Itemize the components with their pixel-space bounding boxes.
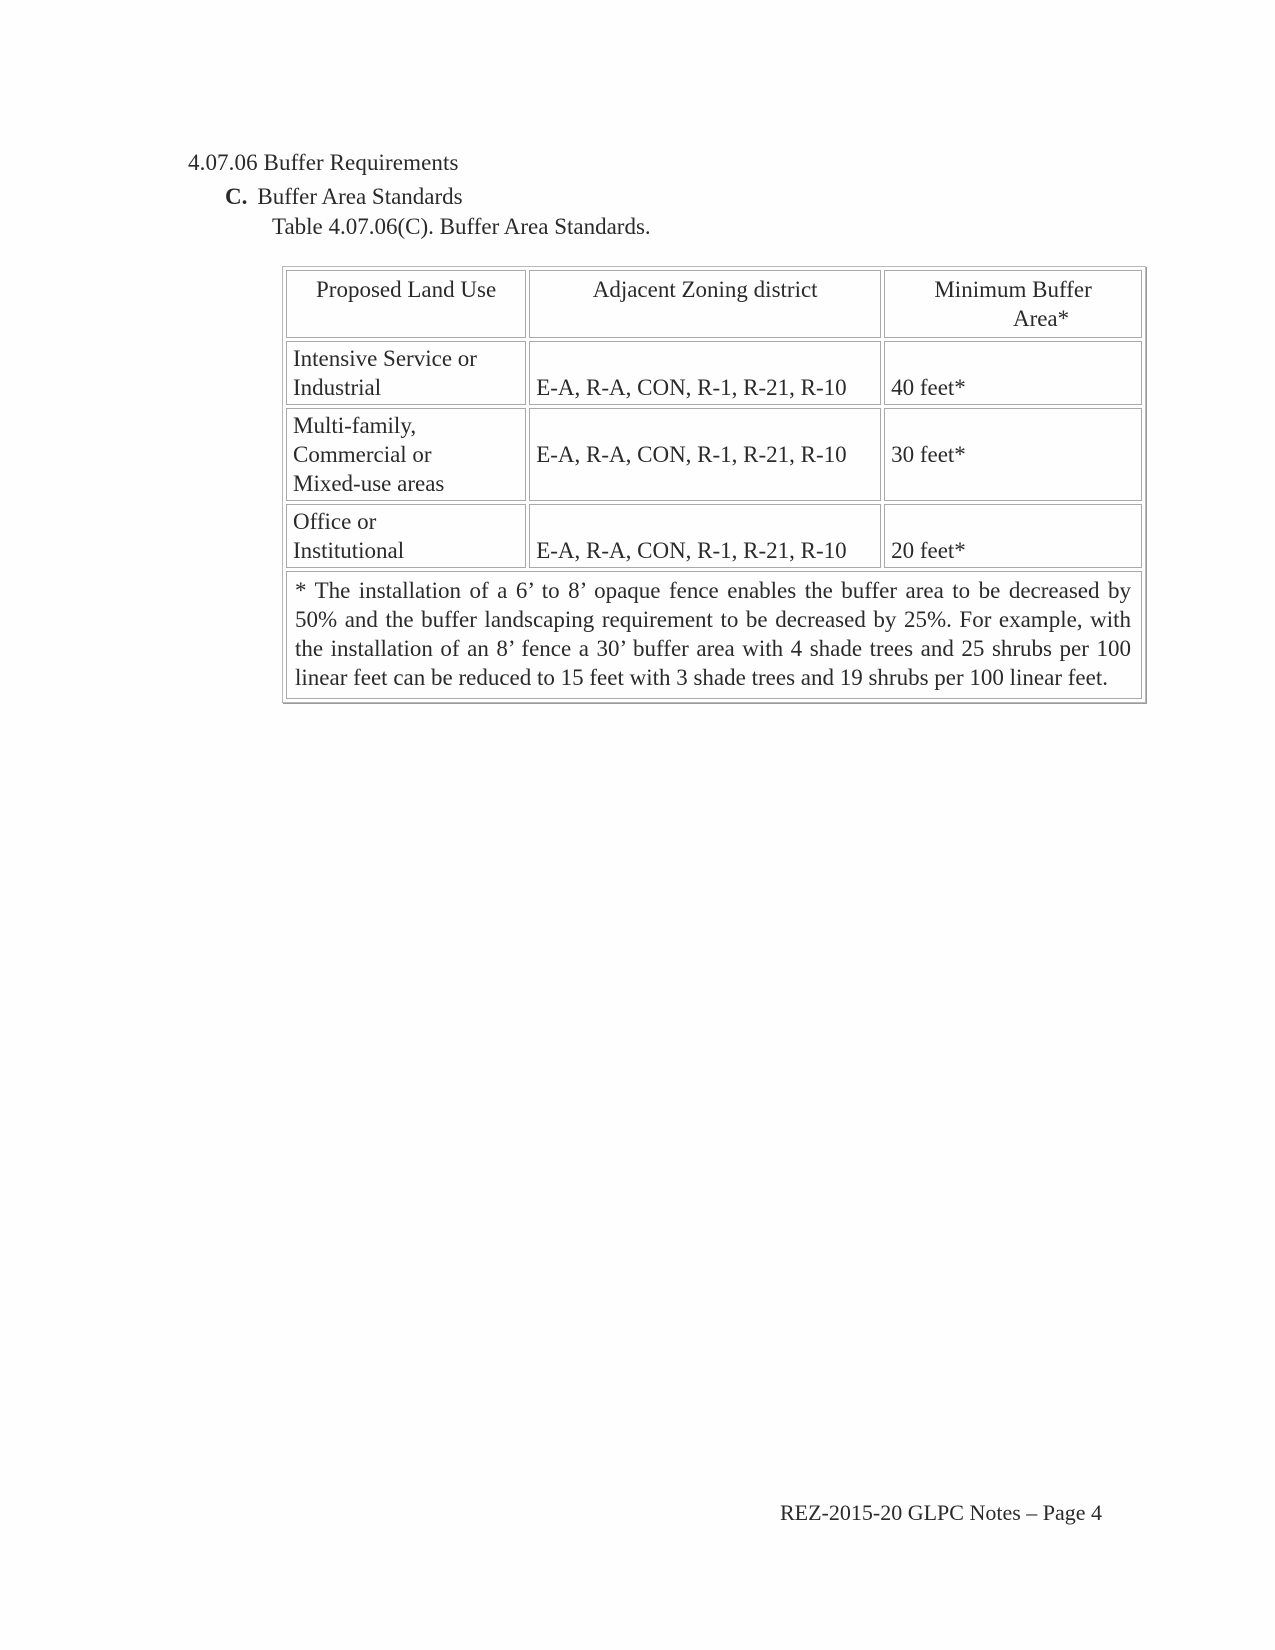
section-heading: 4.07.06 Buffer Requirements	[188, 150, 459, 175]
buffer-standards-table	[282, 266, 1146, 703]
cell-proposed-land-use	[286, 408, 526, 501]
subsection-heading	[225, 184, 463, 210]
cell-proposed-land-use	[286, 504, 526, 568]
subsection-letter: C.	[225, 184, 248, 209]
cell-minimum-buffer: 30 feet*	[884, 408, 1142, 501]
table-note-row	[286, 571, 1142, 699]
land-use-line: Institutional	[293, 538, 405, 563]
table-caption: Table 4.07.06(C). Buffer Area Standards.	[272, 214, 651, 239]
table-row	[286, 341, 1142, 405]
page-footer: REZ-2015-20 GLPC Notes – Page 4	[780, 1500, 1103, 1525]
cell-adjacent-zoning: E-A, R-A, CON, R-1, R-21, R-10	[529, 341, 881, 405]
subsection-title: Buffer Area Standards	[257, 184, 463, 209]
header-minimum-buffer	[884, 270, 1142, 338]
cell-adjacent-zoning: E-A, R-A, CON, R-1, R-21, R-10	[529, 408, 881, 501]
land-use-line: Multi-family,	[293, 413, 417, 438]
header-minimum-buffer-line1: Minimum Buffer	[934, 277, 1092, 302]
land-use-line: Industrial	[293, 375, 382, 400]
land-use-line: Intensive Service or	[293, 346, 477, 371]
cell-minimum-buffer: 40 feet*	[884, 341, 1142, 405]
cell-minimum-buffer: 20 feet*	[884, 504, 1142, 568]
land-use-line: Mixed-use areas	[293, 471, 445, 496]
table-footnote: * The installation of a 6’ to 8’ opaque fence enables the buffer area to be decreased by 50% and the buffer landscaping requirement to be decreased by 25%. For example, with the installation of an 8’ fence a 30’ buffer area with 4 shade trees and 25 shrubs per 100 linear feet can be reduced to 15 feet with 3 shade trees and 19 shrubs per 100 linear feet.	[286, 571, 1142, 699]
table-row	[286, 504, 1142, 568]
table-row	[286, 408, 1142, 501]
header-proposed-land-use: Proposed Land Use	[286, 270, 526, 338]
cell-adjacent-zoning: E-A, R-A, CON, R-1, R-21, R-10	[529, 504, 881, 568]
land-use-line: Commercial or	[293, 442, 432, 467]
header-adjacent-zoning: Adjacent Zoning district	[529, 270, 881, 338]
table-header-row	[286, 270, 1142, 338]
header-minimum-buffer-line2: Area*	[1012, 306, 1070, 331]
cell-proposed-land-use	[286, 341, 526, 405]
land-use-line: Office or	[293, 509, 377, 534]
